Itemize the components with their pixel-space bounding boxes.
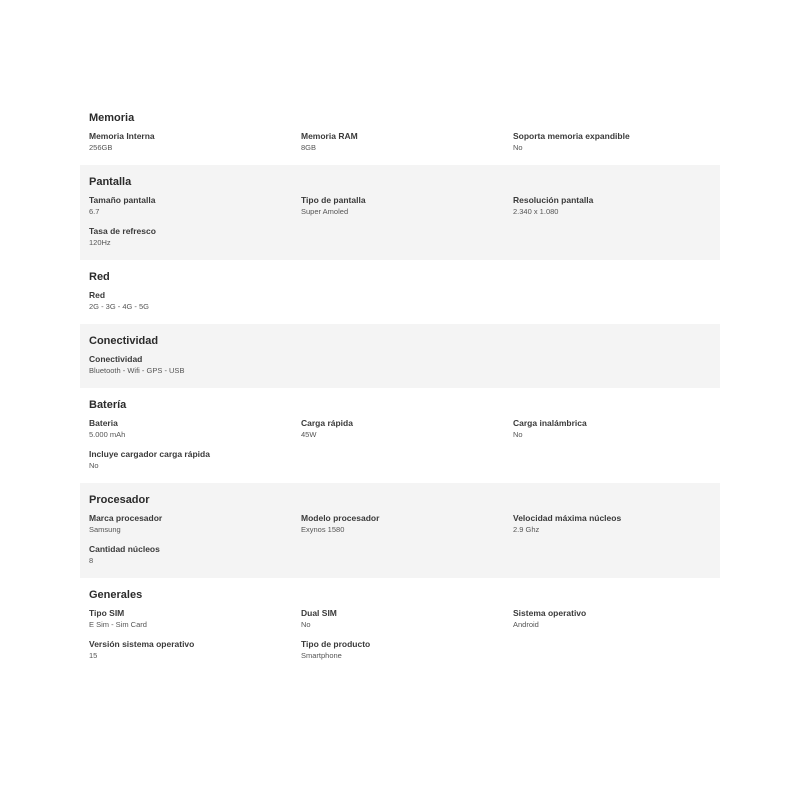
spec-item [89,639,301,670]
spec-item [89,544,301,575]
spec-value: Samsung [89,525,121,534]
spec-value: 8 [89,556,94,565]
spec-item [301,639,513,670]
spec-value: 2.340 x 1.080 [513,207,559,216]
spec-grid [89,608,711,670]
spec-value: Smartphone [301,651,342,660]
spec-section-pantalla [80,165,720,260]
spec-label: Versión sistema operativo [89,639,195,649]
spec-label: Modelo procesador [301,513,380,523]
spec-item [89,131,301,162]
spec-value: No [513,430,523,439]
spec-value: 5.000 mAh [89,430,126,439]
spec-value: 15 [89,651,98,660]
spec-section-red [80,260,720,324]
spec-section-memoria [80,101,720,165]
spec-value: No [301,620,311,629]
spec-label: Tamaño pantalla [89,195,156,205]
spec-label: Incluye cargador carga rápida [89,449,210,459]
spec-value: Exynos 1580 [301,525,345,534]
spec-label: Soporta memoria expandible [513,131,630,141]
spec-item [301,513,513,544]
spec-value: 2.9 Ghz [513,525,540,534]
spec-item [301,418,513,449]
spec-value: 8GB [301,143,317,152]
spec-value: E Sim - Sim Card [89,620,147,629]
spec-value: No [513,143,523,152]
spec-label: Red [89,290,106,300]
spec-item [513,608,711,639]
spec-label: Carga inalámbrica [513,418,587,428]
spec-label: Carga rápida [301,418,353,428]
spec-item [301,608,513,639]
spec-label: Conectividad [89,354,143,364]
spec-value: 120Hz [89,238,111,247]
spec-value: Super Amoled [301,207,349,216]
spec-grid [89,195,711,257]
spec-item [89,354,301,385]
spec-item [513,131,711,162]
spec-grid [89,290,711,321]
spec-section-conectividad [80,324,720,388]
spec-value: Android [513,620,539,629]
spec-item [301,131,513,162]
spec-item [89,195,301,226]
spec-label: Marca procesador [89,513,163,523]
spec-item [89,513,301,544]
spec-label: Tipo de producto [301,639,371,649]
spec-sheet [80,101,720,673]
spec-label: Dual SIM [301,608,337,618]
section-title: Red [89,271,110,283]
spec-item [89,449,301,480]
spec-value: Bluetooth - Wifi - GPS - USB [89,366,185,375]
spec-section-generales [80,578,720,673]
spec-item [89,608,301,639]
spec-section-procesador [80,483,720,578]
spec-grid [89,131,711,162]
spec-grid [89,418,711,480]
section-title: Pantalla [89,176,132,188]
spec-grid [89,513,711,575]
section-title: Generales [89,589,143,601]
spec-value: 45W [301,430,317,439]
spec-item [513,418,711,449]
spec-item [89,418,301,449]
spec-label: Sistema operativo [513,608,587,618]
section-title: Conectividad [89,335,159,347]
spec-value: 256GB [89,143,113,152]
spec-item [513,195,711,226]
spec-value: 6.7 [89,207,100,216]
spec-label: Bateria [89,418,118,428]
spec-label: Resolución pantalla [513,195,594,205]
spec-grid [89,354,711,385]
spec-label: Cantidad núcleos [89,544,160,554]
section-title: Procesador [89,494,150,506]
spec-label: Tasa de refresco [89,226,156,236]
spec-value: No [89,461,99,470]
spec-label: Tipo de pantalla [301,195,366,205]
section-title: Batería [89,399,127,411]
section-title: Memoria [89,112,135,124]
spec-item [301,195,513,226]
spec-item [89,290,301,321]
spec-label: Memoria Interna [89,131,155,141]
spec-item [513,513,711,544]
spec-item [89,226,301,257]
spec-label: Memoria RAM [301,131,358,141]
spec-label: Velocidad máxima núcleos [513,513,622,523]
spec-section-bateria [80,388,720,483]
spec-label: Tipo SIM [89,608,125,618]
spec-value: 2G - 3G - 4G - 5G [89,302,150,311]
